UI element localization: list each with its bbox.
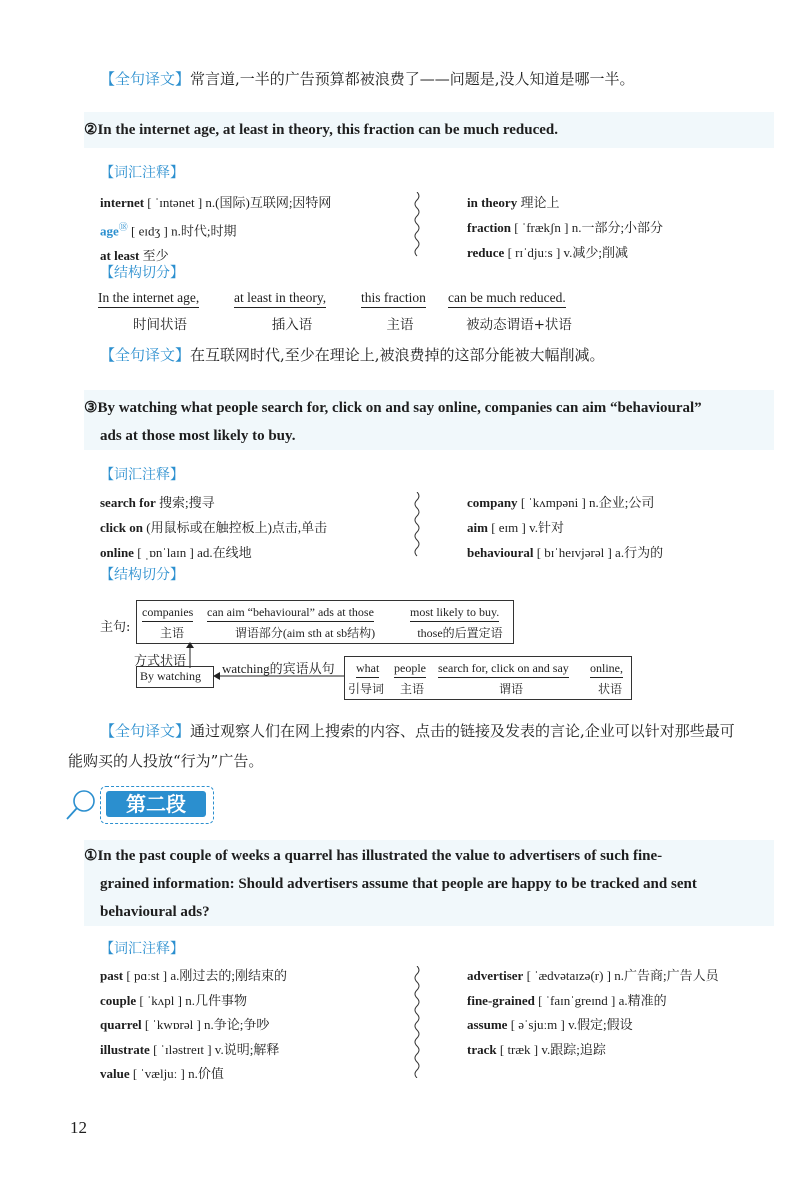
vocab-tag: 【词汇注释】: [100, 467, 184, 483]
sub-subject-label: 主语: [399, 682, 424, 696]
divider-squiggle: [412, 492, 422, 558]
translation-block-0: [100, 64, 635, 94]
segment-label: 时间状语: [133, 317, 187, 333]
section-title: 第二段: [106, 791, 206, 817]
main-predicate-label: 谓语部分(aim sth at sb结构): [234, 626, 376, 640]
vocab-left-s3: [100, 490, 327, 565]
vocab-item: search for 搜索;搜寻: [100, 495, 215, 510]
vocab-item: past [ pɑːst ] a.刚过去的;刚结束的: [100, 968, 287, 983]
structure-tag: 【结构切分】: [100, 265, 184, 281]
vocab-item: behavioural [ bɪˈheɪvjərəl ] a.行为的: [467, 545, 664, 560]
translation-text: 常言道,一半的广告预算都被浪费了——问题是,没人知道是哪一半。: [190, 70, 635, 88]
main-postmodifier-label: those的后置定语: [417, 626, 503, 640]
by-watching: By watching: [140, 669, 201, 683]
vocab-item: aim [ eɪm ] v.针对: [467, 520, 565, 535]
vocab-item: fraction [ ˈfrækʃn ] n.一部分;小部分: [467, 220, 664, 235]
sentence-number: ③: [84, 400, 98, 416]
vocab-item: at least 至少: [100, 248, 169, 264]
translation-tag: 【全句译文】: [100, 70, 191, 88]
structure-tag: 【结构切分】: [100, 567, 184, 583]
vocab-tag: 【词汇注释】: [100, 165, 184, 181]
segment-label: 插入语: [271, 317, 313, 333]
vocab-item: track [ træk ] v.跟踪;追踪: [467, 1041, 606, 1057]
sub-predicate-label: 谓语: [498, 682, 523, 696]
segment-parenthesis: at least in theory,: [234, 290, 326, 308]
sub-introducer-label: 引导词: [347, 682, 384, 696]
segment-label: 被动态谓语+状语: [466, 317, 572, 333]
vocab-item: advertiser [ ˈædvətaɪzə(r) ] n.广告商;广告人员: [467, 968, 719, 983]
segment-predicate: can be much reduced.: [448, 290, 566, 308]
main-postmodifier: most likely to buy.: [410, 605, 499, 622]
vocab-item: company [ ˈkʌmpəni ] n.企业;公司: [467, 495, 655, 510]
sub-subject: people: [394, 661, 426, 678]
vocab-item: internet [ ˈɪntənet ] n.(国际)互联网;因特网: [100, 195, 332, 210]
sub-introducer: what: [356, 661, 379, 678]
vocab-item: quarrel [ ˈkwɒrəl ] n.争论;争吵: [100, 1017, 270, 1032]
translation-block-s3: 【全句译文】通过观察人们在网上搜索的内容、点击的链接及发表的言论,企业可以针对那些最可: [100, 722, 735, 740]
vocab-item: click on (用鼠标或在触控板上)点击,单击: [100, 520, 328, 535]
vocab-item: fine-grained [ ˈfaɪnˈgreɪnd ] a.精准的: [467, 992, 667, 1008]
vocab-left-s2: [100, 190, 331, 268]
main-subject: companies: [142, 605, 193, 622]
vocab-right-s3: [467, 490, 663, 565]
object-clause-label: watching的宾语从句: [222, 661, 335, 676]
vocab-item: online [ ˌɒnˈlaɪn ] ad.在线地: [100, 545, 252, 560]
divider-squiggle: [412, 966, 422, 1078]
main-subject-label: 主语: [159, 626, 184, 640]
vocab-item: illustrate [ ˈɪləstreɪt ] v.说明;解释: [100, 1041, 280, 1057]
translation-continued: 能购买的人投放“行为”广告。: [68, 752, 264, 770]
sentence-number: ②: [84, 122, 98, 138]
vocab-item: assume [ əˈsjuːm ] v.假定;假设: [467, 1017, 633, 1032]
manner-adverbial-label: 方式状语: [134, 653, 187, 668]
sub-adverbial: online,: [590, 661, 623, 678]
vocab-left-p2s1: [100, 964, 287, 1087]
page-number: 12: [70, 1118, 87, 1137]
divider-squiggle: [412, 192, 422, 258]
vocab-item: reduce [ rɪˈdjuːs ] v.减少;削减: [467, 245, 629, 260]
translation-block-s2: 【全句译文】在互联网时代,至少在理论上,被浪费掉的这部分能被大幅削减。: [100, 346, 605, 364]
vocab-right-p2s1: [467, 964, 719, 1062]
magnifier-icon: [64, 788, 100, 822]
vocab-item: age⑱ [ eɪdʒ ] n.时代;时期: [100, 222, 237, 239]
sentence-text: In the internet age, at least in theory, this fraction can be much reduced.: [97, 122, 558, 138]
p2-sentence-1: ①In the past couple of weeks a quarrel has illustrated the value to advertisers of such fine- grained information: Should advertisers assume that people are happy to be tracked and sent behavioural ads?: [84, 848, 697, 920]
frequency-mark: ⑱: [118, 222, 128, 232]
vocab-item: couple [ ˈkʌpl ] n.几件事物: [100, 992, 247, 1008]
sentence-2: [84, 116, 774, 144]
sentence-3: ③By watching what people search for, click on and say online, companies can aim “behavioural” ads at those most likely to buy.: [84, 400, 702, 444]
sentence-number: ①: [84, 848, 98, 864]
vocab-item: value [ ˈvæljuː ] n.价值: [100, 1066, 224, 1081]
vocab-item: in theory 理论上: [467, 195, 560, 210]
vocab-tag: 【词汇注释】: [100, 941, 184, 957]
sub-predicate: search for, click on and say: [438, 661, 569, 678]
main-clause-label: 主句:: [100, 620, 131, 635]
vocab-right-s2: [467, 190, 663, 265]
segment-subject: this fraction: [361, 290, 426, 308]
main-predicate: can aim “behavioural” ads at those: [207, 605, 374, 622]
segment-time-adverbial: In the internet age,: [98, 290, 199, 308]
segment-label: 主语: [386, 317, 414, 333]
sub-adverbial-label: 状语: [597, 682, 622, 696]
